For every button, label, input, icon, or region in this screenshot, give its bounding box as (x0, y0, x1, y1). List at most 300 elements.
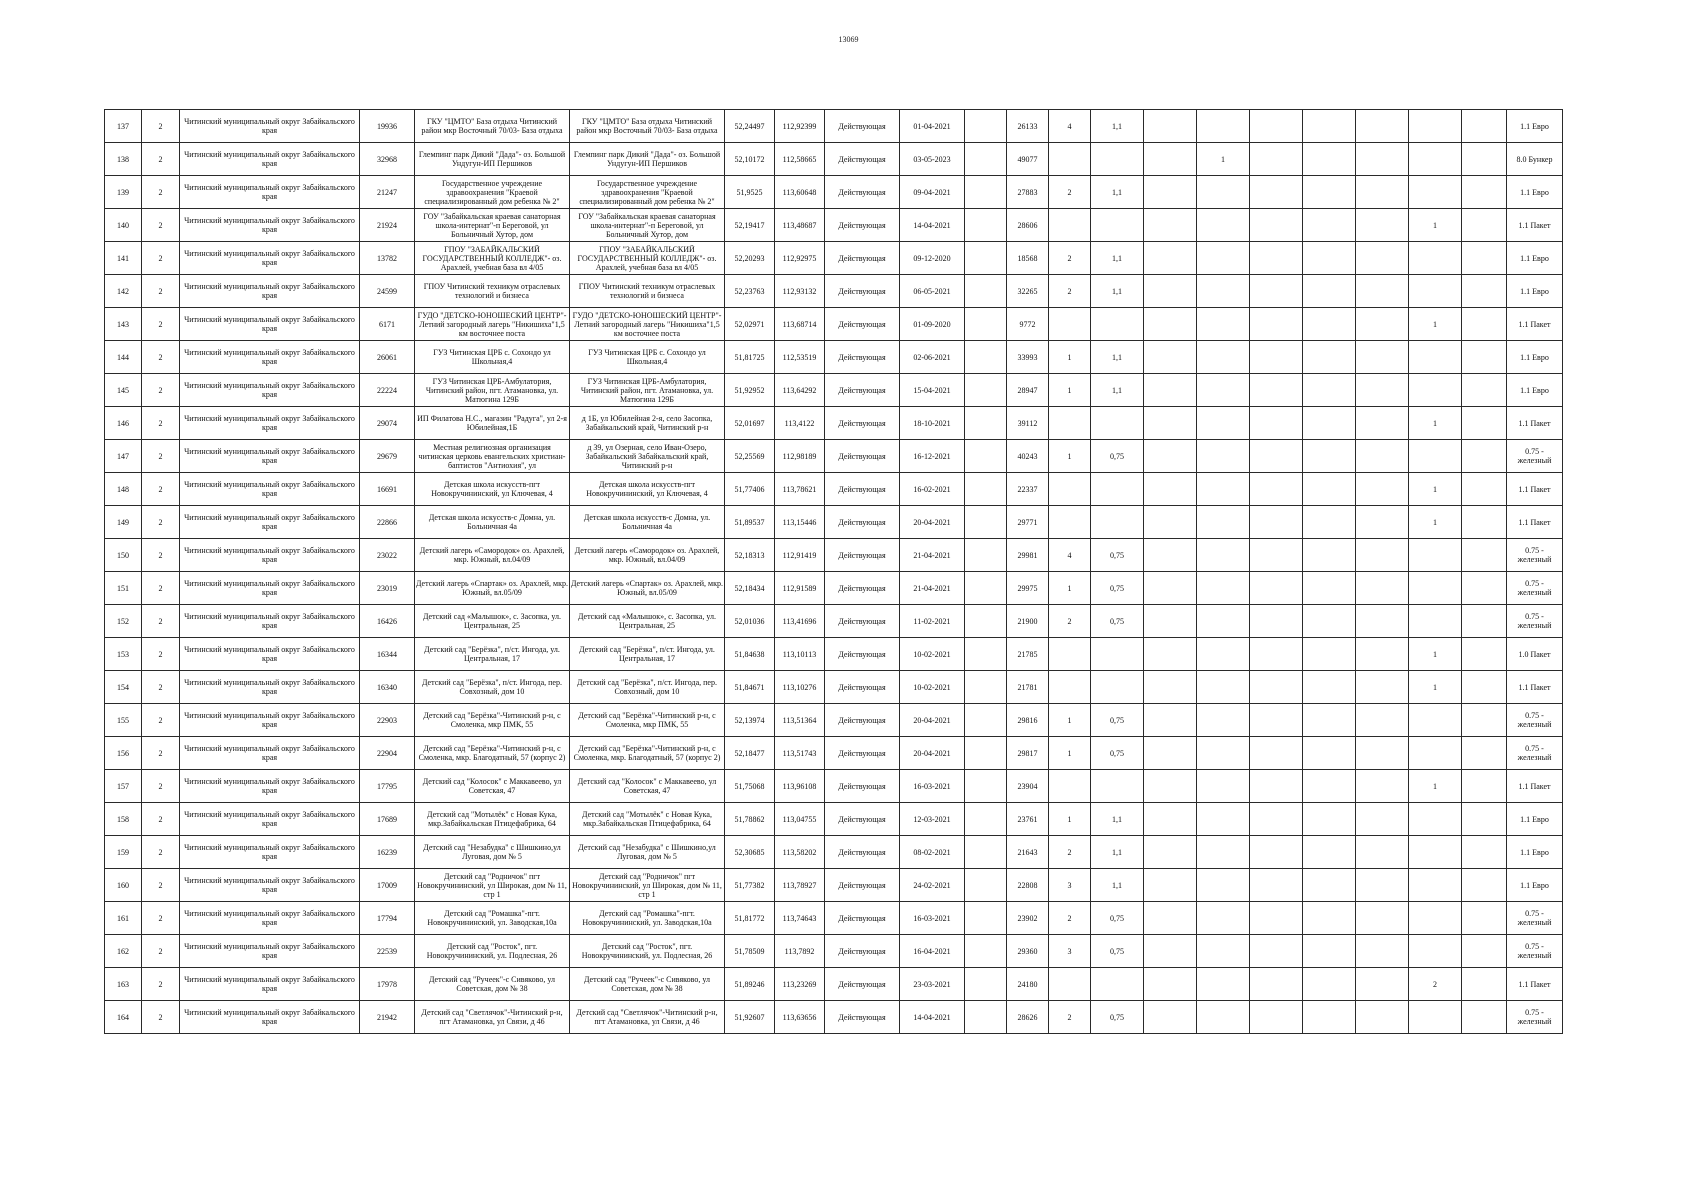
site-id: 21781 (1007, 671, 1049, 704)
table-row (105, 341, 1563, 374)
empty-col-c (1250, 572, 1303, 605)
container-type: 1.0 Пакет (1507, 638, 1563, 671)
object-name: ГОУ "Забайкальская краевая санаторная школа-интернат"-п Береговой, ул Больничный Хутор, дом (415, 209, 570, 242)
row-number: 155 (105, 704, 142, 737)
district: Читинский муниципальный округ Забайкальского края (180, 803, 360, 836)
empty-col-c (1250, 275, 1303, 308)
container-count (1049, 671, 1091, 704)
date: 16-03-2021 (900, 902, 965, 935)
container-volume (1091, 638, 1144, 671)
bag-count (1409, 275, 1462, 308)
bag-count (1409, 704, 1462, 737)
object-code: 21924 (360, 209, 415, 242)
latitude: 52,23763 (725, 275, 775, 308)
bunker-count (1197, 473, 1250, 506)
empty-col-e (1356, 209, 1409, 242)
object-code: 21942 (360, 1001, 415, 1034)
container-type: 0.75 - железный (1507, 572, 1563, 605)
empty-col-c (1250, 770, 1303, 803)
site-id: 29975 (1007, 572, 1049, 605)
empty-col-b (1144, 572, 1197, 605)
object-address: Детский сад «Малышок», с. Засопка, ул. Центральная, 25 (570, 605, 725, 638)
empty-col-a (965, 770, 1007, 803)
site-id: 21900 (1007, 605, 1049, 638)
empty-col-d (1303, 506, 1356, 539)
bag-count (1409, 836, 1462, 869)
empty-col-d (1303, 572, 1356, 605)
category: 2 (142, 341, 180, 374)
longitude: 113,10276 (775, 671, 825, 704)
empty-col-d (1303, 374, 1356, 407)
container-volume: 0,75 (1091, 605, 1144, 638)
empty-col-f (1462, 473, 1507, 506)
latitude: 52,25569 (725, 440, 775, 473)
bunker-count (1197, 968, 1250, 1001)
status: Действующая (825, 308, 900, 341)
object-code: 22904 (360, 737, 415, 770)
row-number: 150 (105, 539, 142, 572)
status: Действующая (825, 671, 900, 704)
container-volume: 1,1 (1091, 242, 1144, 275)
category: 2 (142, 704, 180, 737)
empty-col-b (1144, 605, 1197, 638)
empty-col-c (1250, 242, 1303, 275)
empty-col-c (1250, 968, 1303, 1001)
status: Действующая (825, 836, 900, 869)
bunker-count (1197, 935, 1250, 968)
site-id: 21643 (1007, 836, 1049, 869)
longitude: 112,92399 (775, 110, 825, 143)
empty-col-d (1303, 539, 1356, 572)
object-address: Детский сад "Мотылёк" с Новая Кука, мкр.Забайкальская Птицефабрика, 64 (570, 803, 725, 836)
bag-count (1409, 869, 1462, 902)
object-code: 17978 (360, 968, 415, 1001)
container-type: 1.1 Евро (1507, 374, 1563, 407)
bunker-count (1197, 308, 1250, 341)
empty-col-f (1462, 869, 1507, 902)
empty-col-c (1250, 869, 1303, 902)
bunker-count (1197, 506, 1250, 539)
container-type: 1.1 Пакет (1507, 968, 1563, 1001)
status: Действующая (825, 770, 900, 803)
empty-col-e (1356, 869, 1409, 902)
bunker-count (1197, 671, 1250, 704)
container-volume: 1,1 (1091, 341, 1144, 374)
object-code: 13782 (360, 242, 415, 275)
date: 01-09-2020 (900, 308, 965, 341)
container-count: 1 (1049, 341, 1091, 374)
bunker-count (1197, 770, 1250, 803)
table-row (105, 770, 1563, 803)
table-row (105, 869, 1563, 902)
container-type: 0.75 - железный (1507, 737, 1563, 770)
empty-col-e (1356, 572, 1409, 605)
table-row (105, 572, 1563, 605)
row-number: 164 (105, 1001, 142, 1034)
date: 02-06-2021 (900, 341, 965, 374)
longitude: 113,51364 (775, 704, 825, 737)
date: 16-12-2021 (900, 440, 965, 473)
longitude: 113,96108 (775, 770, 825, 803)
empty-col-c (1250, 935, 1303, 968)
site-id: 23904 (1007, 770, 1049, 803)
table-row (105, 638, 1563, 671)
empty-col-a (965, 407, 1007, 440)
object-address: ГУЗ Читинская ЦРБ-Амбулатория, Читинский район, пгт. Атамановка, ул. Матюгина 129Б (570, 374, 725, 407)
district: Читинский муниципальный округ Забайкальского края (180, 275, 360, 308)
category: 2 (142, 176, 180, 209)
row-number: 162 (105, 935, 142, 968)
district: Читинский муниципальный округ Забайкальского края (180, 935, 360, 968)
status: Действующая (825, 143, 900, 176)
empty-col-b (1144, 803, 1197, 836)
longitude: 113,63656 (775, 1001, 825, 1034)
container-type: 1.1 Пакет (1507, 308, 1563, 341)
container-type: 0.75 - железный (1507, 902, 1563, 935)
bunker-count (1197, 374, 1250, 407)
category: 2 (142, 737, 180, 770)
object-code: 32968 (360, 143, 415, 176)
empty-col-e (1356, 935, 1409, 968)
empty-col-e (1356, 638, 1409, 671)
bag-count (1409, 341, 1462, 374)
container-count: 2 (1049, 605, 1091, 638)
object-code: 22903 (360, 704, 415, 737)
bunker-count (1197, 638, 1250, 671)
empty-col-a (965, 341, 1007, 374)
empty-col-d (1303, 737, 1356, 770)
object-name: ГУЗ Читинская ЦРБ с. Сохондо ул Школьная,4 (415, 341, 570, 374)
empty-col-a (965, 1001, 1007, 1034)
bag-count (1409, 539, 1462, 572)
container-type: 1.1 Пакет (1507, 671, 1563, 704)
empty-col-f (1462, 407, 1507, 440)
container-volume: 1,1 (1091, 869, 1144, 902)
empty-col-c (1250, 539, 1303, 572)
category: 2 (142, 638, 180, 671)
object-code: 16344 (360, 638, 415, 671)
bag-count (1409, 176, 1462, 209)
bunker-count (1197, 803, 1250, 836)
object-name: Детский сад "Светлячок"-Читинский р-н, пгт Атамановка, ул Связи, д 46 (415, 1001, 570, 1034)
bunker-count (1197, 110, 1250, 143)
longitude: 113,74643 (775, 902, 825, 935)
category: 2 (142, 869, 180, 902)
site-id: 29817 (1007, 737, 1049, 770)
empty-col-d (1303, 638, 1356, 671)
object-address: ГПОУ "ЗАБАЙКАЛЬСКИЙ ГОСУДАРСТВЕННЫЙ КОЛЛЕДЖ"- оз. Арахлей, учебная база вл 4/05 (570, 242, 725, 275)
bunker-count (1197, 341, 1250, 374)
date: 01-04-2021 (900, 110, 965, 143)
empty-col-b (1144, 506, 1197, 539)
district: Читинский муниципальный округ Забайкальского края (180, 506, 360, 539)
site-id: 27883 (1007, 176, 1049, 209)
container-type: 1.1 Пакет (1507, 770, 1563, 803)
category: 2 (142, 242, 180, 275)
district: Читинский муниципальный округ Забайкальского края (180, 671, 360, 704)
district: Читинский муниципальный округ Забайкальского края (180, 1001, 360, 1034)
latitude: 52,24497 (725, 110, 775, 143)
container-type: 1.1 Евро (1507, 803, 1563, 836)
site-id: 22337 (1007, 473, 1049, 506)
empty-col-f (1462, 803, 1507, 836)
container-volume: 1,1 (1091, 176, 1144, 209)
object-name: Местная религиозная организация читинская церковь евангельских христиан-баптистов "Антиохия", ул (415, 440, 570, 473)
empty-col-e (1356, 374, 1409, 407)
latitude: 51,81725 (725, 341, 775, 374)
bag-count (1409, 737, 1462, 770)
empty-col-f (1462, 1001, 1507, 1034)
date: 08-02-2021 (900, 836, 965, 869)
row-number: 160 (105, 869, 142, 902)
empty-col-d (1303, 407, 1356, 440)
status: Действующая (825, 869, 900, 902)
site-id: 21785 (1007, 638, 1049, 671)
status: Действующая (825, 572, 900, 605)
container-volume (1091, 506, 1144, 539)
empty-col-a (965, 935, 1007, 968)
category: 2 (142, 143, 180, 176)
empty-col-e (1356, 770, 1409, 803)
container-type: 1.1 Евро (1507, 110, 1563, 143)
status: Действующая (825, 737, 900, 770)
empty-col-b (1144, 176, 1197, 209)
object-name: ИП Филатова Н.С., магазин "Радуга", ул 2-я Юбилейная,1Б (415, 407, 570, 440)
status: Действующая (825, 176, 900, 209)
container-count: 2 (1049, 275, 1091, 308)
status: Действующая (825, 440, 900, 473)
district: Читинский муниципальный округ Забайкальского края (180, 704, 360, 737)
object-address: Детский лагерь «Спартак» оз. Арахлей, мкр. Южный, вл.05/09 (570, 572, 725, 605)
container-volume (1091, 968, 1144, 1001)
object-name: Детский сад "Незабудка" с Шишкино,ул Луговая, дом № 5 (415, 836, 570, 869)
category: 2 (142, 473, 180, 506)
row-number: 146 (105, 407, 142, 440)
object-address: Детский сад "Росток", пгт. Новокручининский, ул. Подлесная, 26 (570, 935, 725, 968)
container-count (1049, 968, 1091, 1001)
empty-col-a (965, 143, 1007, 176)
object-address: Детский лагерь «Самородок» оз. Арахлей, мкр. Южный, вл.04/09 (570, 539, 725, 572)
empty-col-c (1250, 176, 1303, 209)
container-type: 0.75 - железный (1507, 605, 1563, 638)
object-address: Детский сад "Берёзка"-Читинский р-н, с Смоленка, мкр ПМК, 55 (570, 704, 725, 737)
empty-col-e (1356, 242, 1409, 275)
bunker-count (1197, 737, 1250, 770)
empty-col-f (1462, 836, 1507, 869)
empty-col-c (1250, 671, 1303, 704)
district: Читинский муниципальный округ Забайкальского края (180, 209, 360, 242)
district: Читинский муниципальный округ Забайкальского края (180, 605, 360, 638)
object-name: Детская школа искусств-пгт Новокручининский, ул Ключевая, 4 (415, 473, 570, 506)
empty-col-f (1462, 572, 1507, 605)
empty-col-e (1356, 275, 1409, 308)
category: 2 (142, 209, 180, 242)
empty-col-d (1303, 143, 1356, 176)
container-count: 4 (1049, 539, 1091, 572)
object-code: 17689 (360, 803, 415, 836)
empty-col-f (1462, 242, 1507, 275)
empty-col-a (965, 869, 1007, 902)
row-number: 163 (105, 968, 142, 1001)
bag-count (1409, 242, 1462, 275)
row-number: 139 (105, 176, 142, 209)
object-address: Детская школа искусств-пгт Новокручининский, ул Ключевая, 4 (570, 473, 725, 506)
status: Действующая (825, 902, 900, 935)
status: Действующая (825, 704, 900, 737)
object-code: 29074 (360, 407, 415, 440)
latitude: 52,18434 (725, 572, 775, 605)
empty-col-b (1144, 341, 1197, 374)
empty-col-f (1462, 176, 1507, 209)
bunker-count (1197, 902, 1250, 935)
object-name: Детский лагерь «Спартак» оз. Арахлей, мкр. Южный, вл.05/09 (415, 572, 570, 605)
object-code: 16239 (360, 836, 415, 869)
table-row (105, 143, 1563, 176)
container-volume (1091, 308, 1144, 341)
date: 10-02-2021 (900, 638, 965, 671)
empty-col-a (965, 110, 1007, 143)
latitude: 51,81772 (725, 902, 775, 935)
object-code: 26061 (360, 341, 415, 374)
empty-col-f (1462, 440, 1507, 473)
district: Читинский муниципальный округ Забайкальского края (180, 902, 360, 935)
table-row (105, 836, 1563, 869)
object-address: Детский сад "Незабудка" с Шишкино,ул Луговая, дом № 5 (570, 836, 725, 869)
object-code: 22224 (360, 374, 415, 407)
longitude: 113,78621 (775, 473, 825, 506)
container-count (1049, 209, 1091, 242)
bag-count (1409, 572, 1462, 605)
empty-col-a (965, 176, 1007, 209)
page-number: 13069 (838, 35, 859, 44)
district: Читинский муниципальный округ Забайкальского края (180, 176, 360, 209)
object-code: 23019 (360, 572, 415, 605)
empty-col-e (1356, 110, 1409, 143)
bag-count: 2 (1409, 968, 1462, 1001)
table-row (105, 473, 1563, 506)
bunker-count (1197, 539, 1250, 572)
category: 2 (142, 407, 180, 440)
empty-col-a (965, 374, 1007, 407)
object-name: ГУДО "ДЕТСКО-ЮНОШЕСКИЙ ЦЕНТР"-Летний загородный лагерь "Никишиха"1,5 км восточнее поста (415, 308, 570, 341)
object-address: ГКУ "ЦМТО" База отдыха Читинский район мкр Восточный 70/03- База отдыха (570, 110, 725, 143)
bag-count: 1 (1409, 638, 1462, 671)
date: 16-03-2021 (900, 770, 965, 803)
empty-col-e (1356, 176, 1409, 209)
empty-col-f (1462, 737, 1507, 770)
container-type: 1.1 Евро (1507, 836, 1563, 869)
empty-col-e (1356, 407, 1409, 440)
site-id: 28947 (1007, 374, 1049, 407)
status: Действующая (825, 275, 900, 308)
container-type: 1.1 Евро (1507, 341, 1563, 374)
district: Читинский муниципальный округ Забайкальского края (180, 341, 360, 374)
empty-col-a (965, 836, 1007, 869)
object-code: 23022 (360, 539, 415, 572)
status: Действующая (825, 473, 900, 506)
category: 2 (142, 803, 180, 836)
empty-col-d (1303, 440, 1356, 473)
date: 21-04-2021 (900, 572, 965, 605)
date: 03-05-2023 (900, 143, 965, 176)
row-number: 143 (105, 308, 142, 341)
object-code: 17794 (360, 902, 415, 935)
empty-col-d (1303, 902, 1356, 935)
latitude: 51,78509 (725, 935, 775, 968)
status: Действующая (825, 407, 900, 440)
empty-col-b (1144, 473, 1197, 506)
category: 2 (142, 968, 180, 1001)
status: Действующая (825, 110, 900, 143)
bag-count: 1 (1409, 209, 1462, 242)
container-type: 0.75 - железный (1507, 539, 1563, 572)
date: 14-04-2021 (900, 209, 965, 242)
bag-count (1409, 143, 1462, 176)
container-volume: 0,75 (1091, 440, 1144, 473)
empty-col-d (1303, 935, 1356, 968)
container-type: 0.75 - железный (1507, 440, 1563, 473)
category: 2 (142, 935, 180, 968)
empty-col-f (1462, 275, 1507, 308)
empty-col-b (1144, 374, 1197, 407)
empty-col-c (1250, 308, 1303, 341)
bunker-count (1197, 440, 1250, 473)
bag-count (1409, 803, 1462, 836)
object-address: Государственное учреждение здравоохранения "Краевой специализированный дом ребенка № 2" (570, 176, 725, 209)
container-type: 1.1 Евро (1507, 869, 1563, 902)
table-row (105, 374, 1563, 407)
latitude: 51,77382 (725, 869, 775, 902)
empty-col-b (1144, 770, 1197, 803)
latitude: 51,92952 (725, 374, 775, 407)
district: Читинский муниципальный округ Забайкальского края (180, 539, 360, 572)
category: 2 (142, 110, 180, 143)
empty-col-b (1144, 671, 1197, 704)
empty-col-f (1462, 671, 1507, 704)
container-count (1049, 473, 1091, 506)
date: 21-04-2021 (900, 539, 965, 572)
object-address: Детский сад "Берёзка"-Читинский р-н, с Смоленка, мкр. Благодатный, 57 (корпус 2) (570, 737, 725, 770)
category: 2 (142, 836, 180, 869)
category: 2 (142, 770, 180, 803)
date: 06-05-2021 (900, 275, 965, 308)
container-type: 1.1 Евро (1507, 242, 1563, 275)
date: 18-10-2021 (900, 407, 965, 440)
latitude: 52,30685 (725, 836, 775, 869)
table-row (105, 605, 1563, 638)
empty-col-e (1356, 968, 1409, 1001)
district: Читинский муниципальный округ Забайкальского края (180, 308, 360, 341)
table-row (105, 671, 1563, 704)
district: Читинский муниципальный округ Забайкальского края (180, 572, 360, 605)
latitude: 51,84638 (725, 638, 775, 671)
site-id: 26133 (1007, 110, 1049, 143)
table-body (105, 110, 1563, 1034)
district: Читинский муниципальный округ Забайкальского края (180, 836, 360, 869)
date: 24-02-2021 (900, 869, 965, 902)
table-row (105, 704, 1563, 737)
table-row (105, 737, 1563, 770)
container-count (1049, 407, 1091, 440)
empty-col-d (1303, 1001, 1356, 1034)
category: 2 (142, 902, 180, 935)
empty-col-b (1144, 440, 1197, 473)
row-number: 153 (105, 638, 142, 671)
container-volume: 0,75 (1091, 704, 1144, 737)
container-volume (1091, 770, 1144, 803)
empty-col-d (1303, 209, 1356, 242)
bunker-count (1197, 836, 1250, 869)
